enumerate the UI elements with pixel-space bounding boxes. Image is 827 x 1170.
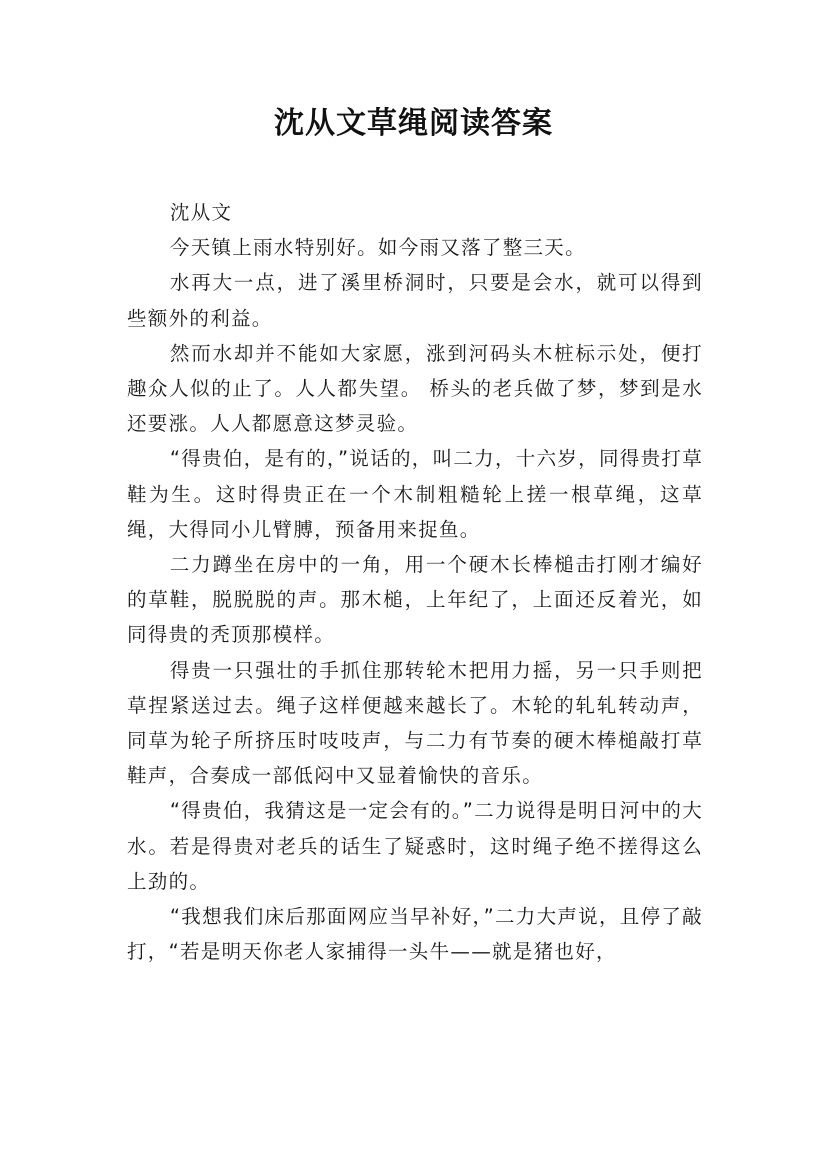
paragraph: 二力蹲坐在房中的一角，用一个硬木长棒槌击打刚才编好的草鞋，脱脱脱的声。那木槌，上年纪了，上面还反着光，如同得贵的秃顶那模样。 xyxy=(127,553,703,647)
paragraph: “得贵伯，我猜这是一定会有的。”二力说得是明日河中的大水。若是得贵对老兵的话生了疑惑时，这时绳子绝不搓得这么上劲的。 xyxy=(127,799,703,893)
paragraph: 得贵一只强壮的手抓住那转轮木把用力摇，另一只手则把草捏紧送过去。绳子这样便越来越长了。木轮的轧轧转动声，同草为轮子所挤压时吱吱声，与二力有节奏的硬木棒槌敲打草鞋声，合奏成一部低闷中又显着愉快的音乐。 xyxy=(127,658,703,788)
paragraph: “得贵伯，是有的，”说话的，叫二力，十六岁，同得贵打草鞋为生。这时得贵正在一个木制粗糙轮上搓一根草绳，这草绳，大得同小儿臂膊，预备用来捉鱼。 xyxy=(127,447,703,541)
paragraph: 今天镇上雨水特别好。如今雨又落了整三天。 xyxy=(169,236,586,260)
document-body xyxy=(127,195,703,969)
author-line: 沈从文 xyxy=(169,201,233,224)
paragraph: 水再大一点，进了溪里桥洞时，只要是会水，就可以得到些额外的利益。 xyxy=(127,271,703,330)
paragraph: “我想我们床后那面网应当早补好，”二力大声说，且停了敲打，“若是明天你老人家捕得一头牛——就是猪也好， xyxy=(127,905,703,964)
document-title: 沈从文草绳阅读答案 xyxy=(274,106,553,141)
paragraph: 然而水却并不能如大家愿，涨到河码头木桩标示处，便打趣众人似的止了。人人都失望。 桥头的老兵做了梦，梦到是水还要涨。人人都愿意这梦灵验。 xyxy=(127,341,703,436)
